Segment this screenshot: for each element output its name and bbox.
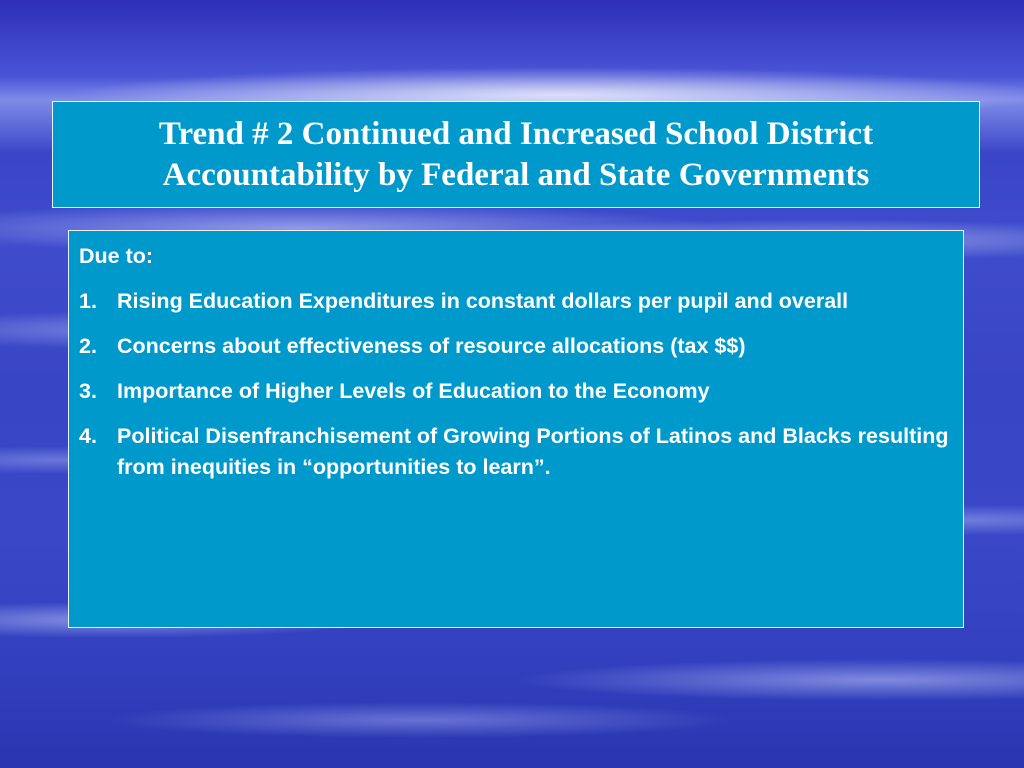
list-item-number: 2.: [79, 334, 97, 358]
intro-text: Due to:: [79, 244, 154, 268]
list-item-number: 4.: [79, 424, 97, 448]
content-box: [68, 230, 964, 628]
list-item: [79, 286, 951, 317]
list-item: [79, 421, 951, 483]
title-line-1: Trend # 2 Continued and Increased School District: [158, 115, 874, 152]
list-item: [79, 331, 951, 362]
list-item-number: 3.: [79, 379, 97, 403]
list-item: [79, 376, 951, 407]
list-item-text: Political Disenfranchisement of Growing Portions of Latinos and Blacks resulting from inequities in “opportunities to learn”.: [117, 424, 949, 479]
title-box: [52, 101, 980, 208]
list-item-number: 1.: [79, 289, 97, 313]
slide-title: [159, 114, 873, 196]
list-item-text: Importance of Higher Levels of Education to the Economy: [117, 379, 710, 403]
numbered-list: [79, 286, 951, 483]
list-item-text: Rising Education Expenditures in constant dollars per pupil and overall: [117, 289, 849, 313]
list-item-text: Concerns about effectiveness of resource allocations (tax $$): [117, 334, 746, 358]
title-line-2: Accountability by Federal and State Governments: [162, 156, 870, 193]
